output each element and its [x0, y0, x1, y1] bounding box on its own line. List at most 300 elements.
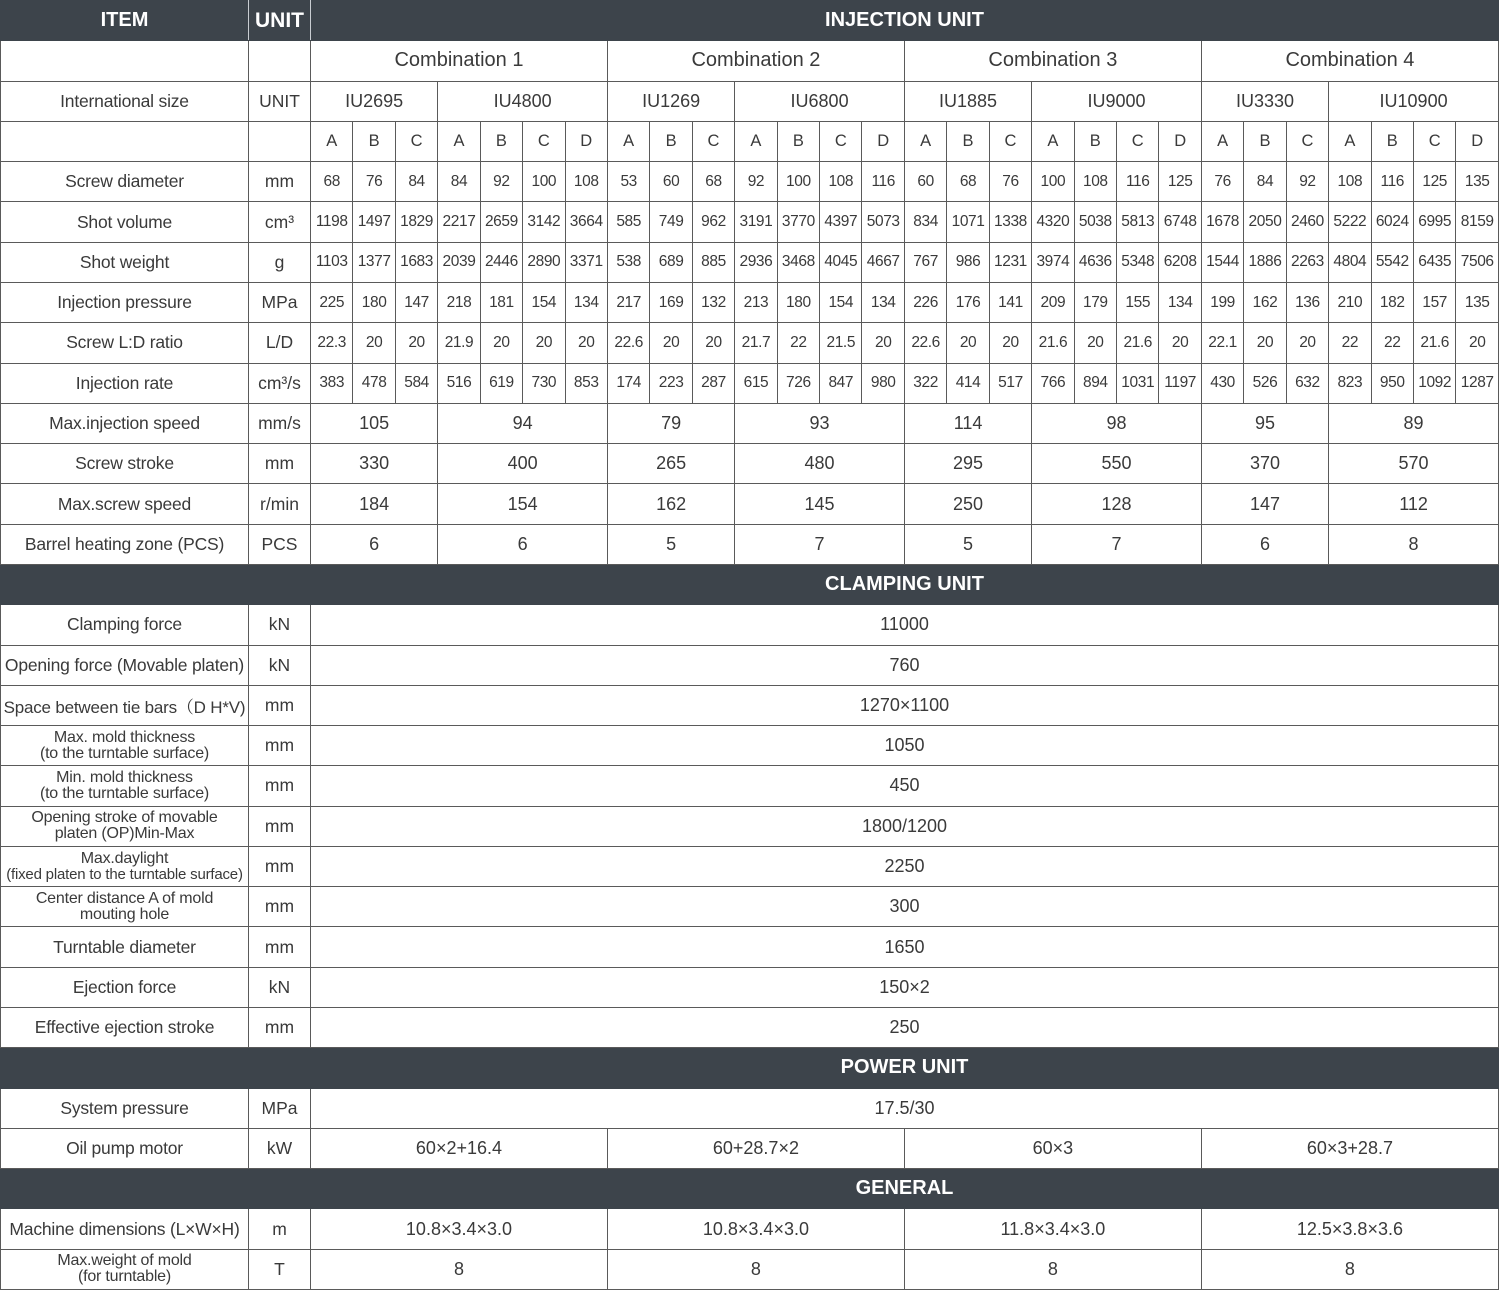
section-header-row [1, 564, 1499, 604]
row-value: 689 [650, 242, 692, 282]
clamping-unit-header [1, 564, 1499, 604]
row-label [1, 323, 249, 363]
variant-letter: D [565, 121, 607, 161]
variant-letter: D [1159, 121, 1201, 161]
row-value: 213 [735, 282, 777, 322]
row-value: 6 [438, 524, 608, 564]
row-label [1, 363, 249, 403]
combination-4-header: Combination 4 [1201, 41, 1498, 81]
row-value: 53 [607, 162, 649, 202]
row-value: 217 [607, 282, 649, 322]
power-unit-title: POWER UNIT [311, 1048, 1499, 1088]
variant-row [1, 121, 1499, 161]
row-value: 162 [1244, 282, 1286, 322]
row-value: 450 [311, 766, 1499, 806]
row-value: 112 [1329, 484, 1499, 524]
row-label-text: Clamping force [67, 614, 182, 635]
row-value: 1377 [353, 242, 395, 282]
row-value: 60 [650, 162, 692, 202]
row-value: 3191 [735, 202, 777, 242]
row-value: 265 [607, 444, 734, 484]
row-label [1, 484, 249, 524]
row-value: 894 [1074, 363, 1116, 403]
row-value: 853 [565, 363, 607, 403]
row-label-line: (fixed platen to the turntable surface) [6, 866, 243, 883]
row-unit: L/D [249, 323, 311, 363]
row-value: 2890 [523, 242, 565, 282]
row-value: 76 [353, 162, 395, 202]
row-value: 823 [1329, 363, 1371, 403]
row-value: 834 [904, 202, 946, 242]
row-label [1, 282, 249, 322]
row-value: 847 [820, 363, 862, 403]
row-value: 11.8×3.4×3.0 [904, 1209, 1201, 1249]
row-value: 182 [1371, 282, 1413, 322]
row-value: 5348 [1117, 242, 1159, 282]
row-value: 92 [480, 162, 522, 202]
row-value: 20 [947, 323, 989, 363]
row-label [1, 967, 249, 1007]
variant-letter: A [607, 121, 649, 161]
row-screw-l-d-ratio [1, 323, 1499, 363]
row-label-line: Max. mold thickness [53, 729, 196, 746]
row-label-text: International size [60, 90, 189, 111]
combination-1-header: Combination 1 [311, 41, 608, 81]
row-injection-rate [1, 363, 1499, 403]
row-value: 4667 [862, 242, 904, 282]
row-value: 760 [311, 645, 1499, 685]
row-value: 125 [1159, 162, 1201, 202]
size-iu4800: IU4800 [438, 81, 608, 121]
row-label-text: Screw diameter [65, 171, 184, 192]
row-label-text: Machine dimensions (L×W×H) [9, 1218, 240, 1239]
row-value: 22 [1329, 323, 1371, 363]
row-value: 3770 [777, 202, 819, 242]
row-label-text: Shot weight [79, 251, 170, 272]
row-value: 60×3 [904, 1128, 1201, 1168]
row-value: 154 [523, 282, 565, 322]
row-value: 300 [311, 887, 1499, 927]
row-value: 100 [777, 162, 819, 202]
row-value: 4045 [820, 242, 862, 282]
row-turntable-diameter [1, 927, 1499, 967]
row-value: 1270×1100 [311, 685, 1499, 725]
row-value: 615 [735, 363, 777, 403]
row-value: 1678 [1201, 202, 1243, 242]
row-label [1, 524, 249, 564]
variant-letter: C [523, 121, 565, 161]
row-value: 135 [1456, 282, 1499, 322]
row-value: 1544 [1201, 242, 1243, 282]
variant-letter: C [1413, 121, 1455, 161]
size-iu1269: IU1269 [607, 81, 734, 121]
row-value: 3468 [777, 242, 819, 282]
row-value: 134 [1159, 282, 1201, 322]
row-value: 21.6 [1117, 323, 1159, 363]
row-value: 21.6 [1413, 323, 1455, 363]
row-value: 98 [1032, 403, 1202, 443]
row-screw-stroke [1, 444, 1499, 484]
row-label [1, 726, 249, 766]
row-value: 84 [395, 162, 437, 202]
row-value: 100 [523, 162, 565, 202]
row-value: 147 [1201, 484, 1328, 524]
row-value: 400 [438, 444, 608, 484]
row-max-screw-speed [1, 484, 1499, 524]
row-unit: mm [249, 1008, 311, 1048]
row-value: 76 [989, 162, 1031, 202]
row-value: 3371 [565, 242, 607, 282]
empty-cell [249, 41, 311, 81]
row-value: 1800/1200 [311, 806, 1499, 846]
variant-letter: D [1456, 121, 1499, 161]
row-label-text: Effective ejection stroke [34, 1017, 215, 1038]
row-value: 517 [989, 363, 1031, 403]
row-value: 135 [1456, 162, 1499, 202]
section-header-spacer [1, 564, 311, 604]
row-value: 20 [989, 323, 1031, 363]
row-value: 885 [692, 242, 734, 282]
row-unit: MPa [249, 1088, 311, 1128]
row-value: 950 [1371, 363, 1413, 403]
row-unit: g [249, 242, 311, 282]
row-value: 2659 [480, 202, 522, 242]
row-value: 4397 [820, 202, 862, 242]
row-clamping-force [1, 605, 1499, 645]
row-label [1, 1088, 249, 1128]
row-unit: mm [249, 846, 311, 886]
row-value: 21.9 [438, 323, 480, 363]
combination-row [1, 41, 1499, 81]
row-label-line: Opening stroke of movable [31, 810, 218, 827]
row-barrel-heating-zone-pcs [1, 524, 1499, 564]
row-value: 1031 [1117, 363, 1159, 403]
row-label-line: Center distance A of mold [35, 890, 214, 907]
row-value: 108 [565, 162, 607, 202]
row-value: 11000 [311, 605, 1499, 645]
variant-letter: C [1117, 121, 1159, 161]
row-value: 632 [1286, 363, 1328, 403]
row-value: 5813 [1117, 202, 1159, 242]
row-min-mold-thickness-to-the-turntable-surface [1, 766, 1499, 806]
row-value: 8 [904, 1249, 1201, 1289]
row-value: 157 [1413, 282, 1455, 322]
row-unit: kW [249, 1128, 311, 1168]
row-value: 20 [1159, 323, 1201, 363]
row-value: 132 [692, 282, 734, 322]
row-value: 76 [1201, 162, 1243, 202]
row-label [1, 887, 249, 927]
row-value: 1050 [311, 726, 1499, 766]
variant-letter: B [947, 121, 989, 161]
clamping-unit-title: CLAMPING UNIT [311, 564, 1499, 604]
row-value: 570 [1329, 444, 1499, 484]
row-center-distance-a-of-mold-mouting-hole [1, 887, 1499, 927]
row-unit: mm [249, 726, 311, 766]
row-value: 134 [862, 282, 904, 322]
row-label-line: (to the turntable surface) [39, 785, 210, 802]
row-unit: mm [249, 685, 311, 725]
row-oil-pump-motor [1, 1128, 1499, 1168]
row-label [1, 162, 249, 202]
variant-letter: C [1286, 121, 1328, 161]
row-value: 516 [438, 363, 480, 403]
row-value: 20 [480, 323, 522, 363]
row-value: 730 [523, 363, 565, 403]
row-value: 60×2+16.4 [311, 1128, 608, 1168]
row-value: 108 [1074, 162, 1116, 202]
row-label-text: Turntable diameter [53, 936, 196, 957]
size-iu3330: IU3330 [1201, 81, 1328, 121]
row-value: 726 [777, 363, 819, 403]
row-value: 986 [947, 242, 989, 282]
row-value: 169 [650, 282, 692, 322]
variant-letter: C [395, 121, 437, 161]
row-value: 322 [904, 363, 946, 403]
row-value: 125 [1413, 162, 1455, 202]
row-value: 526 [1244, 363, 1286, 403]
row-value: 22.1 [1201, 323, 1243, 363]
empty-cell [249, 121, 311, 161]
row-value: 181 [480, 282, 522, 322]
row-value: 287 [692, 363, 734, 403]
international-size-row [1, 81, 1499, 121]
row-value: 20 [1244, 323, 1286, 363]
row-value: 22.3 [311, 323, 353, 363]
row-value: 226 [904, 282, 946, 322]
row-value: 92 [1286, 162, 1328, 202]
row-value: 20 [650, 323, 692, 363]
row-value: 430 [1201, 363, 1243, 403]
row-value: 250 [904, 484, 1031, 524]
row-label-text: Max.screw speed [57, 493, 192, 514]
row-opening-force-movable-platen [1, 645, 1499, 685]
row-value: 21.5 [820, 323, 862, 363]
row-unit: cm³ [249, 202, 311, 242]
row-label [1, 806, 249, 846]
row-value: 21.6 [1032, 323, 1074, 363]
section-header-spacer [1, 1169, 311, 1209]
row-value: 550 [1032, 444, 1202, 484]
row-value: 22 [1371, 323, 1413, 363]
row-unit: PCS [249, 524, 311, 564]
row-value: 8159 [1456, 202, 1499, 242]
row-value: 84 [438, 162, 480, 202]
row-system-pressure [1, 1088, 1499, 1128]
row-value: 3664 [565, 202, 607, 242]
variant-letter: A [904, 121, 946, 161]
row-shot-volume [1, 202, 1499, 242]
row-value: 84 [1244, 162, 1286, 202]
row-value: 17.5/30 [311, 1088, 1499, 1128]
row-value: 6 [1201, 524, 1328, 564]
row-value: 330 [311, 444, 438, 484]
row-value: 20 [862, 323, 904, 363]
variant-letter: B [1244, 121, 1286, 161]
row-label-line: (for turntable) [77, 1269, 172, 1286]
row-label-line: (to the turntable surface) [39, 745, 210, 762]
row-value: 180 [777, 282, 819, 322]
power-unit-header [1, 1048, 1499, 1088]
row-value: 1198 [311, 202, 353, 242]
row-value: 68 [692, 162, 734, 202]
row-max-injection-speed [1, 403, 1499, 443]
row-value: 116 [1371, 162, 1413, 202]
variant-letter: A [1032, 121, 1074, 161]
row-label-line: mouting hole [79, 906, 170, 923]
row-value: 2460 [1286, 202, 1328, 242]
row-value: 136 [1286, 282, 1328, 322]
row-value: 3142 [523, 202, 565, 242]
variant-letter: D [862, 121, 904, 161]
size-iu9000: IU9000 [1032, 81, 1202, 121]
row-label-text: Max.injection speed [49, 412, 200, 433]
row-value: 105 [311, 403, 438, 443]
row-value: 134 [565, 282, 607, 322]
row-value: 1103 [311, 242, 353, 282]
section-header-row [1, 1169, 1499, 1209]
row-value: 6024 [1371, 202, 1413, 242]
row-label-line: Max.daylight [80, 850, 169, 867]
row-value: 5 [904, 524, 1031, 564]
row-value: 20 [1456, 323, 1499, 363]
row-max-daylight-fixed-platen-to-the-turntable-surface [1, 846, 1499, 886]
row-value: 8 [1201, 1249, 1498, 1289]
row-value: 2217 [438, 202, 480, 242]
row-value: 5073 [862, 202, 904, 242]
unit-header: UNIT [249, 1, 311, 41]
row-value: 154 [438, 484, 608, 524]
row-value: 6995 [1413, 202, 1455, 242]
row-label-text: Opening force (Movable platen) [4, 654, 245, 675]
row-value: 619 [480, 363, 522, 403]
row-value: 218 [438, 282, 480, 322]
row-unit: mm [249, 444, 311, 484]
row-value: 2250 [311, 846, 1499, 886]
row-value: 2039 [438, 242, 480, 282]
row-value: 154 [820, 282, 862, 322]
row-value: 8 [607, 1249, 904, 1289]
row-label [1, 766, 249, 806]
row-label [1, 403, 249, 443]
row-value: 1231 [989, 242, 1031, 282]
row-ejection-force [1, 967, 1499, 1007]
row-unit: UNIT [249, 81, 311, 121]
row-value: 20 [395, 323, 437, 363]
row-value: 210 [1329, 282, 1371, 322]
row-value: 414 [947, 363, 989, 403]
row-value: 5542 [1371, 242, 1413, 282]
row-value: 10.8×3.4×3.0 [311, 1209, 608, 1249]
row-value: 225 [311, 282, 353, 322]
injection-unit-title: INJECTION UNIT [311, 1, 1499, 41]
row-value: 2446 [480, 242, 522, 282]
row-value: 94 [438, 403, 608, 443]
row-value: 20 [1074, 323, 1116, 363]
row-value: 89 [1329, 403, 1499, 443]
row-value: 22.6 [607, 323, 649, 363]
row-value: 12.5×3.8×3.6 [1201, 1209, 1498, 1249]
row-value: 114 [904, 403, 1031, 443]
row-value: 7 [1032, 524, 1202, 564]
row-value: 20 [565, 323, 607, 363]
row-value: 60+28.7×2 [607, 1128, 904, 1168]
general-body [1, 1209, 1499, 1290]
row-unit: mm [249, 162, 311, 202]
row-value: 250 [311, 1008, 1499, 1048]
row-value: 20 [523, 323, 565, 363]
size-iu10900: IU10900 [1329, 81, 1499, 121]
row-label-text: Ejection force [72, 976, 177, 997]
row-value: 383 [311, 363, 353, 403]
row-value: 538 [607, 242, 649, 282]
row-value: 22 [777, 323, 819, 363]
row-value: 8 [311, 1249, 608, 1289]
row-value: 108 [1329, 162, 1371, 202]
row-value: 184 [311, 484, 438, 524]
row-unit: mm [249, 766, 311, 806]
row-value: 480 [735, 444, 905, 484]
row-label [1, 685, 249, 725]
row-value: 4320 [1032, 202, 1074, 242]
row-label [1, 1008, 249, 1048]
injection-unit-header [1, 1, 1499, 122]
row-value: 180 [353, 282, 395, 322]
row-label-text: Space between tie bars（D H*V) [3, 697, 246, 717]
row-value: 79 [607, 403, 734, 443]
general-title: GENERAL [311, 1169, 1499, 1209]
row-unit: r/min [249, 484, 311, 524]
variant-letter: A [1201, 121, 1243, 161]
row-value: 20 [1286, 323, 1328, 363]
row-label [1, 202, 249, 242]
row-value: 20 [692, 323, 734, 363]
row-value: 150×2 [311, 967, 1499, 1007]
row-value: 5 [607, 524, 734, 564]
variant-letter: B [777, 121, 819, 161]
row-value: 179 [1074, 282, 1116, 322]
row-value: 223 [650, 363, 692, 403]
row-value: 1829 [395, 202, 437, 242]
row-label [1, 444, 249, 484]
row-label-text: Shot volume [76, 211, 173, 232]
row-value: 128 [1032, 484, 1202, 524]
row-value: 176 [947, 282, 989, 322]
row-unit: MPa [249, 282, 311, 322]
row-value: 5038 [1074, 202, 1116, 242]
row-value: 749 [650, 202, 692, 242]
row-unit: kN [249, 605, 311, 645]
row-label-text: Injection rate [75, 372, 174, 393]
row-value: 7 [735, 524, 905, 564]
variant-letter: A [1329, 121, 1371, 161]
variant-letter: B [353, 121, 395, 161]
row-value: 3974 [1032, 242, 1074, 282]
row-value: 20 [353, 323, 395, 363]
row-value: 1683 [395, 242, 437, 282]
size-iu1885: IU1885 [904, 81, 1031, 121]
row-unit: m [249, 1209, 311, 1249]
row-label [1, 242, 249, 282]
row-value: 209 [1032, 282, 1074, 322]
row-value: 60×3+28.7 [1201, 1128, 1498, 1168]
row-value: 8 [1329, 524, 1499, 564]
row-label-text: Barrel heating zone (PCS) [24, 533, 225, 554]
row-value: 2936 [735, 242, 777, 282]
row-shot-weight [1, 242, 1499, 282]
row-value: 2050 [1244, 202, 1286, 242]
injection-unit-body [1, 121, 1499, 564]
